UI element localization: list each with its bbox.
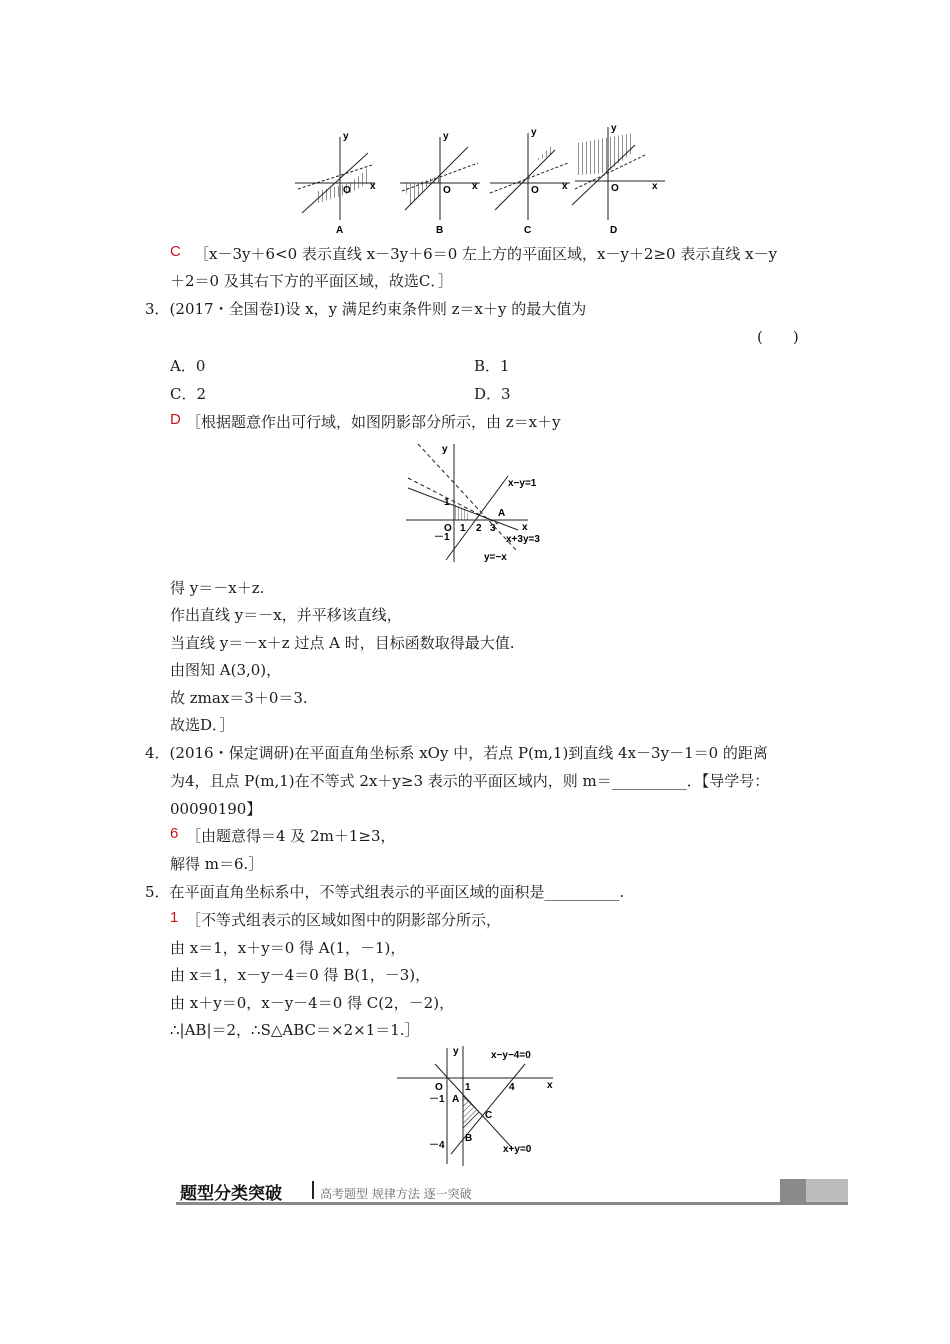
svg-text:y: y	[443, 131, 449, 142]
figure-panel-c	[490, 127, 570, 236]
q5-step-2: 由 x＝1，x－y－4＝0 得 B(1，－3)，	[170, 966, 431, 984]
q3-step-6: 故选D．］	[170, 716, 235, 734]
svg-text:y: y	[611, 125, 617, 134]
q5-fig-point-c: C	[485, 1110, 493, 1121]
svg-text:O: O	[531, 185, 539, 196]
svg-text:x: x	[652, 181, 658, 192]
q3-bracket: ( )	[757, 328, 799, 346]
q3-fig-line1: x−y=1	[508, 478, 537, 489]
q5-stem: 5．在平面直角坐标系中，不等式组表示的平面区域的面积是__________.	[145, 883, 625, 901]
banner-block-dark	[780, 1179, 806, 1202]
q5-fig-y-tick-neg1: －1	[429, 1094, 445, 1105]
q5-fig-tick-1: 1	[465, 1082, 471, 1093]
q3-step-3: 当直线 y＝－x＋z 过点 A 时，目标函数取得最大值.	[170, 634, 515, 652]
svg-text:x: x	[562, 181, 568, 192]
q5-fig-y-label: y	[453, 1046, 459, 1057]
q3-fig-y-tick-neg1: －1	[434, 532, 450, 543]
section-banner-subtitle: 高考题型 规律方法 逐一突破	[320, 1187, 472, 1201]
q3-fig-tick-1: 1	[460, 523, 466, 534]
q5-step-4: ∴|AB|＝2，∴S△ABC＝×2×1＝1.］	[170, 1021, 420, 1039]
panel-label-c: C	[524, 225, 532, 236]
svg-text:O: O	[611, 183, 619, 194]
q2-answer: C	[170, 243, 181, 260]
q5-fig-line2: x+y=0	[503, 1144, 532, 1155]
figure-panel-a	[295, 131, 376, 236]
q3-figure	[398, 440, 558, 570]
svg-text:x: x	[472, 181, 478, 192]
q5-fig-y-tick-neg4: －4	[429, 1140, 445, 1151]
q5-answer: 1	[170, 909, 179, 926]
q5-figure	[395, 1044, 565, 1169]
q5-fig-point-b: B	[465, 1133, 473, 1144]
panel-label-d: D	[610, 225, 618, 236]
top-figures	[290, 125, 670, 237]
q4-answer: 6	[170, 825, 179, 842]
q3-fig-line3: y=−x	[484, 552, 507, 563]
q3-fig-line2: x+3y=3	[506, 534, 540, 545]
section-banner-title: 题型分类突破	[180, 1184, 282, 1204]
figure-panel-b	[400, 131, 480, 236]
banner-block-light	[806, 1179, 848, 1202]
q3-answer: D	[170, 411, 181, 428]
q3-fig-y-tick-1: 1	[444, 497, 450, 508]
figure-panel-d	[572, 125, 665, 236]
q5-explanation-head: ［不等式组表示的区域如图中的阴影部分所示，	[186, 911, 502, 929]
q2-explanation-line1: ［x－3y＋6<0 表示直线 x－3y＋6＝0 左上方的平面区域，x－y＋2≥0 表示直线 x－y	[194, 245, 778, 263]
q3-fig-tick-3: 3	[490, 523, 496, 534]
svg-text:y: y	[343, 131, 349, 142]
q3-fig-point-a: A	[498, 508, 506, 519]
q3-fig-y-label: y	[442, 444, 448, 455]
q3-stem: 3．(2017・全国卷Ⅰ)设 x，y 满足约束条件则 z＝x＋y 的最大值为	[145, 300, 587, 318]
q5-fig-origin: O	[435, 1082, 443, 1093]
q3-option-a: A．0	[170, 357, 206, 375]
q5-fig-line1: x−y−4=0	[491, 1050, 531, 1061]
q3-option-b: B．1	[474, 357, 510, 375]
q3-step-2: 作出直线 y＝－x，并平移该直线，	[170, 606, 402, 624]
q3-step-4: 由图知 A(3,0)，	[170, 661, 282, 679]
panel-label-b: B	[436, 225, 444, 236]
svg-text:x: x	[370, 181, 376, 192]
q3-step-1: 得 y＝－x＋z.	[170, 579, 265, 597]
q4-stem-line3: 00090190】	[170, 800, 262, 818]
q3-fig-x-label: x	[522, 522, 528, 533]
q5-fig-point-a: A	[452, 1094, 460, 1105]
q5-step-3: 由 x＋y＝0，x－y－4＝0 得 C(2，－2)，	[170, 994, 455, 1012]
q3-fig-tick-2: 2	[476, 523, 482, 534]
svg-text:y: y	[531, 127, 537, 138]
q3-fig-origin: O	[444, 523, 452, 534]
q5-fig-tick-4: 4	[509, 1082, 515, 1093]
svg-text:O: O	[443, 185, 451, 196]
panel-label-a: A	[336, 225, 344, 236]
q4-explanation-line1: ［由题意得＝4 及 2m＋1≥3，	[186, 827, 396, 845]
svg-text:O: O	[343, 185, 351, 196]
q4-stem-line2: 为4，且点 P(m,1)在不等式 2x＋y≥3 表示的平面区域内，则 m＝__________．【导学号：	[170, 772, 770, 790]
q3-option-d: D．3	[474, 385, 511, 403]
q5-step-1: 由 x＝1，x＋y＝0 得 A(1，－1)，	[170, 939, 406, 957]
q3-step-5: 故 zmax＝3＋0＝3.	[170, 689, 308, 707]
q3-explanation-head: ［根据题意作出可行域，如图阴影部分所示，由 z＝x＋y	[186, 413, 561, 431]
q4-stem-line1: 4．(2016・保定调研)在平面直角坐标系 xOy 中，若点 P(m,1)到直线 4x－3y－1＝0 的距离	[145, 744, 768, 762]
q3-option-c: C．2	[170, 385, 207, 403]
section-banner	[176, 1177, 848, 1205]
q4-explanation-line2: 解得 m＝6.］	[170, 855, 264, 873]
q5-fig-x-label: x	[547, 1080, 553, 1091]
q2-explanation-line2: ＋2＝0 及其右下方的平面区域，故选C．］	[170, 272, 453, 290]
